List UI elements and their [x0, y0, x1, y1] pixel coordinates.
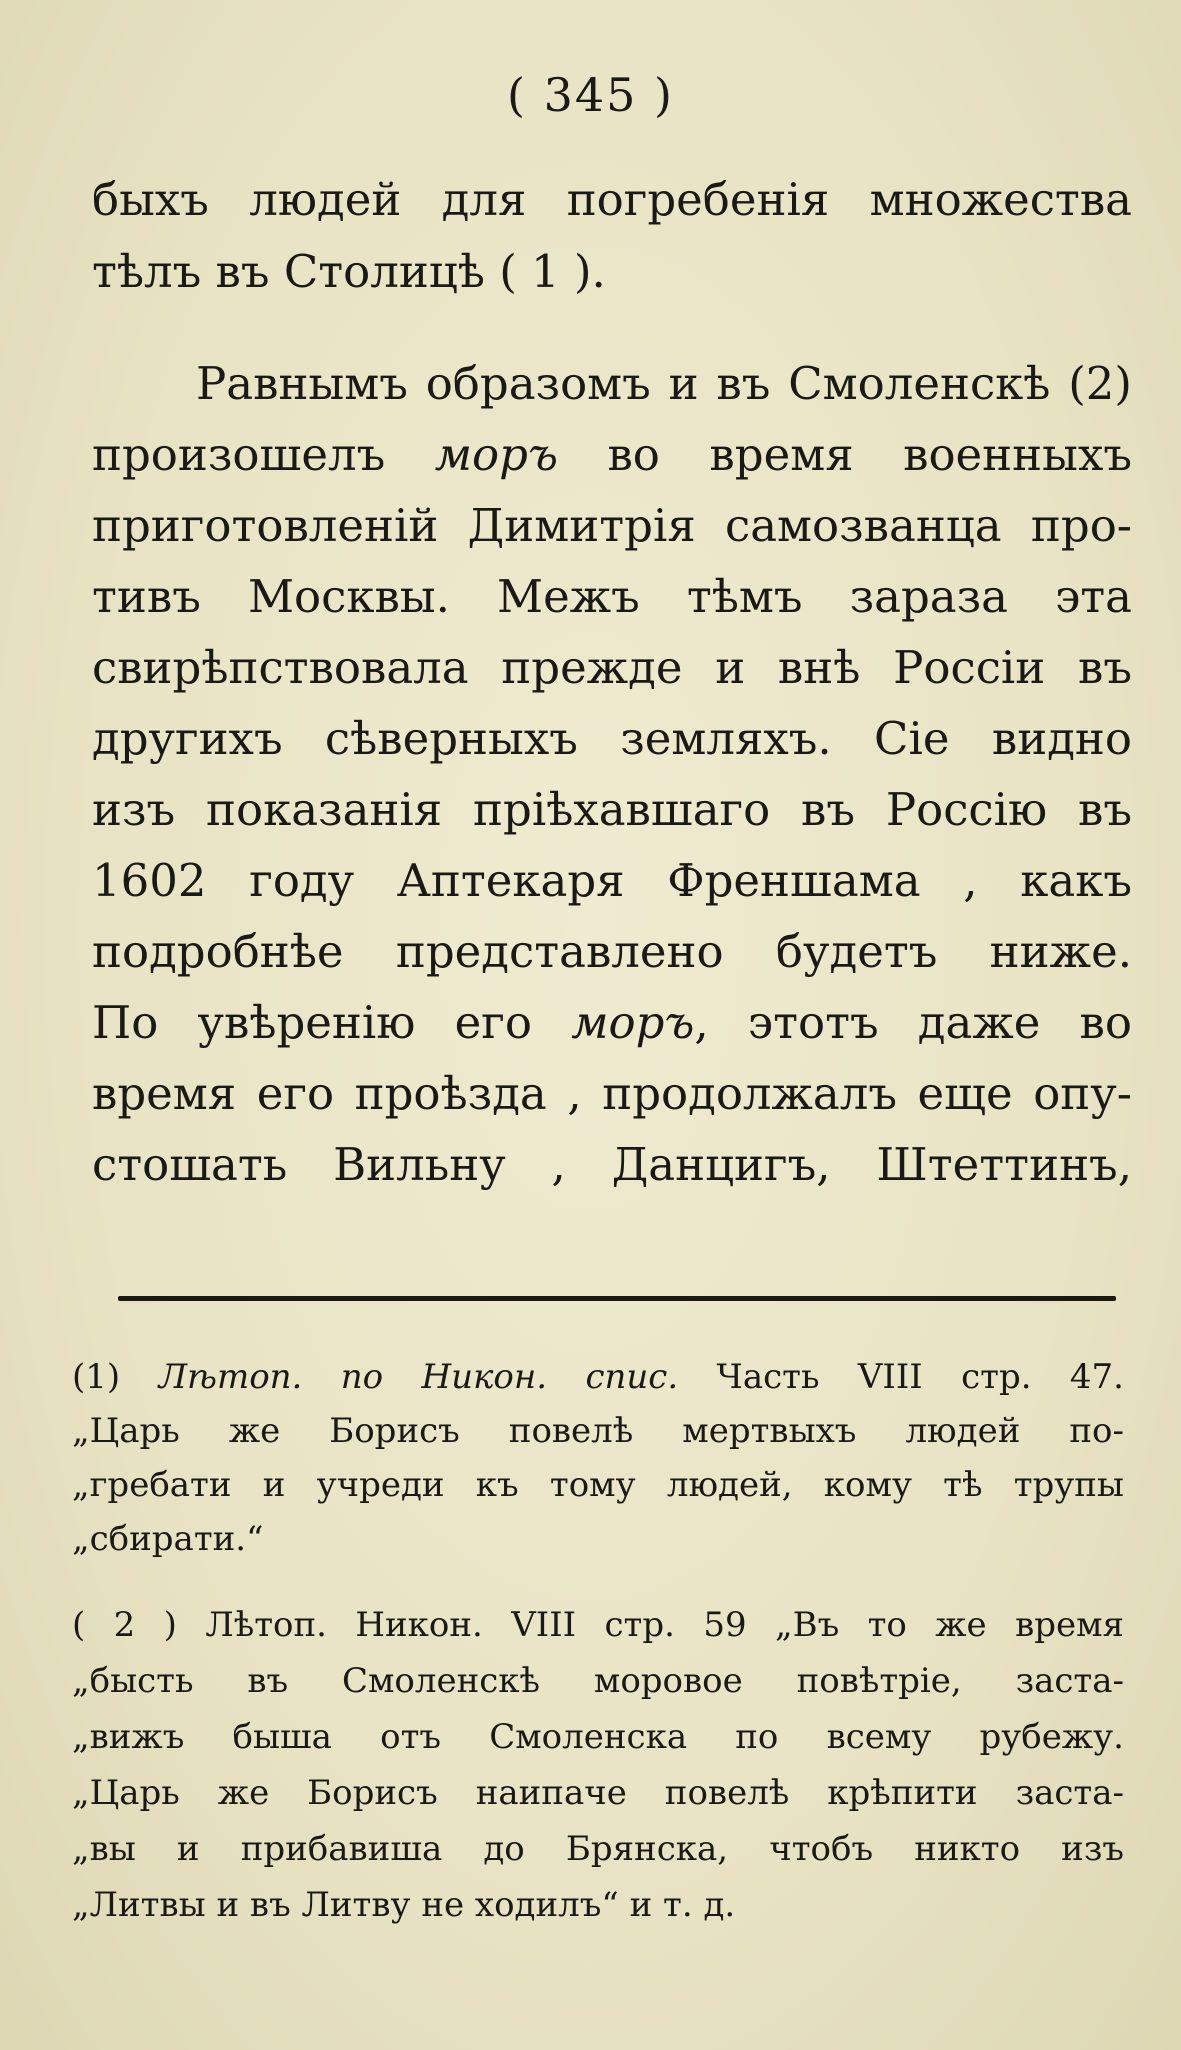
text-line: время его проѣзда , продолжалъ еще опу- [92, 1067, 1132, 1120]
text-line [92, 425, 1132, 485]
footnote-line: „Царь же Борисъ повелѣ мертвыхъ людей по- [72, 1411, 1124, 1451]
text-line: тивъ Москвы. Межъ тѣмъ зараза эта [92, 570, 1132, 623]
text-fragment: произошелъ [92, 428, 386, 481]
text-fragment: , этотъ даже во [694, 996, 1132, 1049]
text-fragment: По увѣренію его [92, 996, 532, 1049]
page-number: ( 345 ) [507, 68, 674, 122]
text-line: приготовленій Димитрія самозванца про- [92, 499, 1132, 552]
footnote-divider [118, 1296, 1116, 1301]
text-line: Равнымъ образомъ и въ Смоленскѣ (2) [196, 357, 1132, 410]
text-fragment: во время военныхъ [607, 428, 1132, 481]
footnote-line: „Царь же Борисъ наипаче повелѣ крѣпити заста- [72, 1773, 1124, 1813]
text-line: изъ показанія пріѣхавшаго въ Россію въ [92, 783, 1132, 836]
footnote-line: ( 2 ) Лѣтоп. Никон. VIII стр. 59 „Въ то же время [72, 1605, 1124, 1645]
footnote-line: „Литвы и въ Литву не ходилъ“ и т. д. [72, 1885, 736, 1925]
footnote-source: Лѣтоп. по Никон. спис. [158, 1357, 679, 1397]
footnote-line [72, 1352, 1124, 1402]
italic-term: моръ [434, 428, 558, 481]
text-line: стошать Вильну , Данцигъ, Штеттинъ, [92, 1138, 1132, 1191]
footnote-line: „гребати и учреди къ тому людей, кому тѣ трупы [72, 1465, 1124, 1505]
text-line: 1602 году Аптекаря Френшама , какъ [92, 854, 1132, 907]
footnote-line: „сбирати.“ [72, 1519, 264, 1559]
text-line: тѣлъ въ Столицѣ ( 1 ). [92, 245, 606, 298]
text-line: быхъ людей для погребенія множества [92, 173, 1132, 226]
footnote-line: „бысть въ Смоленскѣ моровое повѣтріе, заста- [72, 1661, 1124, 1701]
text-line [92, 993, 1132, 1053]
footnote-ref: Часть VIII стр. 47. [716, 1357, 1124, 1397]
italic-term: моръ [571, 996, 695, 1049]
text-line: свирѣпствовала прежде и внѣ Россіи въ [92, 641, 1132, 694]
footnote-marker: (1) [72, 1357, 121, 1397]
text-line: другихъ сѣверныхъ земляхъ. Сіе видно [92, 712, 1132, 765]
text-line: подробнѣе представлено будетъ ниже. [92, 925, 1132, 978]
footnote-line: „вижъ быша отъ Смоленска по всему рубежу. [72, 1717, 1124, 1757]
footnote-line: „вы и прибавиша до Брянска, чтобъ никто изъ [72, 1829, 1124, 1869]
